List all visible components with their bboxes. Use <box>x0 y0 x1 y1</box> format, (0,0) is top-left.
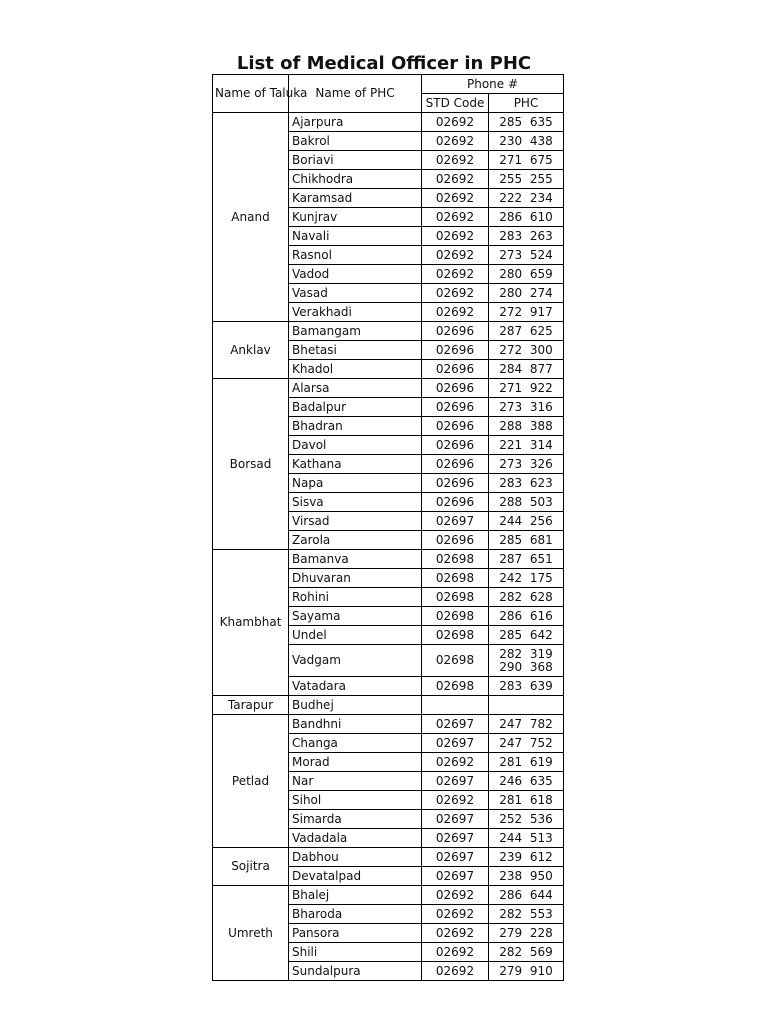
phc-number-cell <box>489 696 564 715</box>
table-row <box>213 848 564 867</box>
phc-number-cell: 246 635 <box>489 772 564 791</box>
std-code-cell: 02692 <box>422 246 489 265</box>
std-code-cell: 02697 <box>422 848 489 867</box>
phc-name-cell: Virsad <box>289 512 422 531</box>
std-code-cell: 02692 <box>422 113 489 132</box>
table-row <box>213 379 564 398</box>
std-code-cell: 02698 <box>422 588 489 607</box>
std-code-cell: 02692 <box>422 943 489 962</box>
std-code-cell: 02696 <box>422 531 489 550</box>
phc-number-cell: 283 263 <box>489 227 564 246</box>
taluka-cell: Anand <box>213 113 289 322</box>
phc-name-cell: Bamangam <box>289 322 422 341</box>
phc-name-cell: Pansora <box>289 924 422 943</box>
phc-name-cell: Ajarpura <box>289 113 422 132</box>
phc-name-cell: Dhuvaran <box>289 569 422 588</box>
header-std-code: STD Code <box>422 94 489 113</box>
phc-name-cell: Bamanva <box>289 550 422 569</box>
std-code-cell: 02692 <box>422 791 489 810</box>
phc-name-cell: Bharoda <box>289 905 422 924</box>
phc-number-cell: 288 503 <box>489 493 564 512</box>
phc-name-cell: Vadod <box>289 265 422 284</box>
phc-number-cell: 279 910 <box>489 962 564 981</box>
std-code-cell: 02692 <box>422 208 489 227</box>
phc-number-cell: 282 628 <box>489 588 564 607</box>
std-code-cell: 02697 <box>422 810 489 829</box>
phc-name-cell: Kathana <box>289 455 422 474</box>
phc-name-cell: Vatadara <box>289 677 422 696</box>
phc-number-cell: 281 618 <box>489 791 564 810</box>
std-code-cell: 02696 <box>422 379 489 398</box>
phc-name-cell: Khadol <box>289 360 422 379</box>
std-code-cell: 02696 <box>422 360 489 379</box>
taluka-cell: Petlad <box>213 715 289 848</box>
std-code-cell: 02697 <box>422 772 489 791</box>
phc-number-cell: 280 659 <box>489 265 564 284</box>
table-row <box>213 696 564 715</box>
phc-name-cell: Dabhou <box>289 848 422 867</box>
phc-number-cell: 287 651 <box>489 550 564 569</box>
std-code-cell: 02696 <box>422 455 489 474</box>
phc-name-cell: Sundalpura <box>289 962 422 981</box>
std-code-cell: 02696 <box>422 474 489 493</box>
std-code-cell <box>422 696 489 715</box>
std-code-cell: 02692 <box>422 170 489 189</box>
taluka-cell: Borsad <box>213 379 289 550</box>
phc-number-cell: 287 625 <box>489 322 564 341</box>
phc-number-cell: 272 300 <box>489 341 564 360</box>
std-code-cell: 02692 <box>422 132 489 151</box>
phc-name-cell: Sihol <box>289 791 422 810</box>
phc-number-cell: 280 274 <box>489 284 564 303</box>
phc-name-cell: Sayama <box>289 607 422 626</box>
phc-number-cell: 273 316 <box>489 398 564 417</box>
header-taluka: Name of Taluka <box>213 75 289 113</box>
phc-name-cell: Vadgam <box>289 645 422 677</box>
std-code-cell: 02696 <box>422 493 489 512</box>
phc-number-cell: 285 681 <box>489 531 564 550</box>
phc-name-cell: Rasnol <box>289 246 422 265</box>
table-row <box>213 715 564 734</box>
phc-number-cell: 221 314 <box>489 436 564 455</box>
phc-name-cell: Vadadala <box>289 829 422 848</box>
phc-number-cell: 271 922 <box>489 379 564 398</box>
phc-number-cell: 242 175 <box>489 569 564 588</box>
table-row <box>213 886 564 905</box>
taluka-cell: Umreth <box>213 886 289 981</box>
std-code-cell: 02696 <box>422 398 489 417</box>
phc-number-cell: 284 877 <box>489 360 564 379</box>
phc-number-cell: 286 616 <box>489 607 564 626</box>
phc-number-cell: 222 234 <box>489 189 564 208</box>
std-code-cell: 02692 <box>422 753 489 772</box>
header-phone: Phone # <box>422 75 564 94</box>
phc-name-cell: Morad <box>289 753 422 772</box>
phc-name-cell: Nar <box>289 772 422 791</box>
phc-name-cell: Changa <box>289 734 422 753</box>
phc-number-cell: 282 553 <box>489 905 564 924</box>
std-code-cell: 02696 <box>422 436 489 455</box>
phc-number-cell: 273 524 <box>489 246 564 265</box>
phc-number-cell: 283 623 <box>489 474 564 493</box>
phc-number-cell: 285 635 <box>489 113 564 132</box>
std-code-cell: 02698 <box>422 645 489 677</box>
phc-name-cell: Undel <box>289 626 422 645</box>
table-body <box>213 113 564 981</box>
phc-name-cell: Boriavi <box>289 151 422 170</box>
phc-name-cell: Bhetasi <box>289 341 422 360</box>
table-row <box>213 322 564 341</box>
taluka-cell: Anklav <box>213 322 289 379</box>
phc-number-cell: 238 950 <box>489 867 564 886</box>
phc-number-cell: 247 752 <box>489 734 564 753</box>
phc-name-cell: Shili <box>289 943 422 962</box>
header-phc-name: Name of PHC <box>289 75 422 113</box>
phc-name-cell: Bhadran <box>289 417 422 436</box>
phc-number-cell: 286 610 <box>489 208 564 227</box>
phc-number-cell: 273 326 <box>489 455 564 474</box>
phc-number-cell: 247 782 <box>489 715 564 734</box>
header-phc-number: PHC <box>489 94 564 113</box>
phc-name-cell: Chikhodra <box>289 170 422 189</box>
phc-number-cell: 244 256 <box>489 512 564 531</box>
page-title: List of Medical Officer in PHC <box>236 53 532 74</box>
std-code-cell: 02698 <box>422 550 489 569</box>
std-code-cell: 02696 <box>422 341 489 360</box>
phc-name-cell: Alarsa <box>289 379 422 398</box>
std-code-cell: 02696 <box>422 417 489 436</box>
phc-number-cell: 255 255 <box>489 170 564 189</box>
table-row <box>213 550 564 569</box>
phc-number-cell: 244 513 <box>489 829 564 848</box>
phc-name-cell: Budhej <box>289 696 422 715</box>
std-code-cell: 02692 <box>422 886 489 905</box>
phc-name-cell: Vasad <box>289 284 422 303</box>
phc-name-cell: Verakhadi <box>289 303 422 322</box>
phc-name-cell: Badalpur <box>289 398 422 417</box>
std-code-cell: 02697 <box>422 715 489 734</box>
phc-name-cell: Simarda <box>289 810 422 829</box>
phc-number-cell: 282 319 290 368 <box>489 645 564 677</box>
taluka-cell: Khambhat <box>213 550 289 696</box>
phc-number-cell: 271 675 <box>489 151 564 170</box>
std-code-cell: 02692 <box>422 303 489 322</box>
std-code-cell: 02697 <box>422 829 489 848</box>
phc-name-cell: Zarola <box>289 531 422 550</box>
phc-name-cell: Devatalpad <box>289 867 422 886</box>
std-code-cell: 02698 <box>422 677 489 696</box>
phc-number-cell: 281 619 <box>489 753 564 772</box>
phc-number-cell: 285 642 <box>489 626 564 645</box>
std-code-cell: 02698 <box>422 607 489 626</box>
std-code-cell: 02692 <box>422 151 489 170</box>
std-code-cell: 02692 <box>422 962 489 981</box>
table-header <box>213 75 564 113</box>
std-code-cell: 02696 <box>422 322 489 341</box>
phc-name-cell: Davol <box>289 436 422 455</box>
phc-number-cell: 252 536 <box>489 810 564 829</box>
phc-number-cell: 230 438 <box>489 132 564 151</box>
phc-number-cell: 272 917 <box>489 303 564 322</box>
std-code-cell: 02692 <box>422 924 489 943</box>
phc-name-cell: Karamsad <box>289 189 422 208</box>
table-row <box>213 113 564 132</box>
phc-number-cell: 279 228 <box>489 924 564 943</box>
phc-name-cell: Bandhni <box>289 715 422 734</box>
phc-number-cell: 282 569 <box>489 943 564 962</box>
phc-number-cell: 239 612 <box>489 848 564 867</box>
std-code-cell: 02692 <box>422 265 489 284</box>
phc-table <box>212 74 564 981</box>
std-code-cell: 02692 <box>422 189 489 208</box>
phc-number-cell: 283 639 <box>489 677 564 696</box>
std-code-cell: 02697 <box>422 867 489 886</box>
phc-number-cell: 288 388 <box>489 417 564 436</box>
taluka-cell: Sojitra <box>213 848 289 886</box>
phc-name-cell: Kunjrav <box>289 208 422 227</box>
std-code-cell: 02692 <box>422 284 489 303</box>
phc-number-cell: 286 644 <box>489 886 564 905</box>
phc-name-cell: Bhalej <box>289 886 422 905</box>
std-code-cell: 02692 <box>422 905 489 924</box>
std-code-cell: 02697 <box>422 734 489 753</box>
phc-name-cell: Sisva <box>289 493 422 512</box>
phc-name-cell: Napa <box>289 474 422 493</box>
phc-name-cell: Rohini <box>289 588 422 607</box>
std-code-cell: 02698 <box>422 626 489 645</box>
taluka-cell: Tarapur <box>213 696 289 715</box>
phc-name-cell: Navali <box>289 227 422 246</box>
std-code-cell: 02697 <box>422 512 489 531</box>
std-code-cell: 02698 <box>422 569 489 588</box>
phc-name-cell: Bakrol <box>289 132 422 151</box>
std-code-cell: 02692 <box>422 227 489 246</box>
